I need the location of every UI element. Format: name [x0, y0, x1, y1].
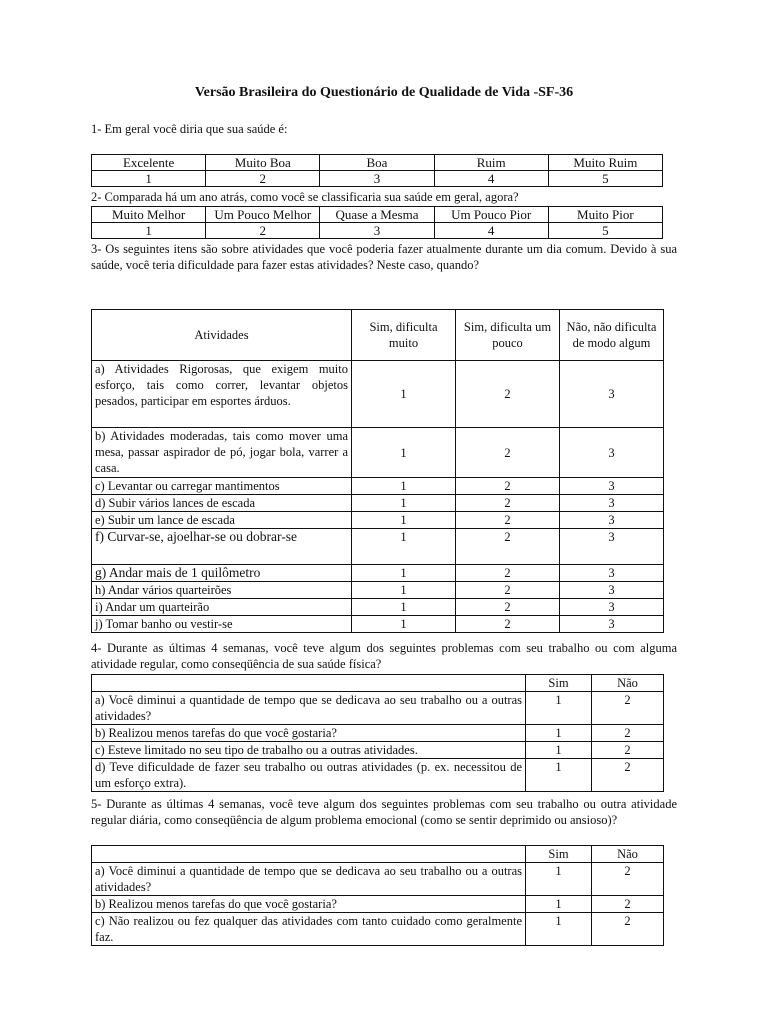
activity-label: e) Subir um lance de escada: [92, 512, 352, 529]
answer-value: 3: [560, 599, 664, 616]
column-header: [92, 846, 526, 863]
activity-label: d) Subir vários lances de escada: [92, 495, 352, 512]
option-value: 3: [320, 171, 434, 187]
option-label: Muito Boa: [206, 155, 320, 171]
question-2-values-row: [92, 223, 663, 239]
answer-value: 3: [560, 495, 664, 512]
table-row: [92, 616, 664, 633]
activity-label: i) Andar um quarteirão: [92, 599, 352, 616]
column-header: Sim, dificulta um pouco: [456, 310, 560, 361]
column-header: Sim: [526, 846, 592, 863]
answer-value: 2: [456, 616, 560, 633]
table-row: [92, 512, 664, 529]
answer-value: 2: [592, 725, 664, 742]
answer-value: 3: [560, 428, 664, 478]
table-row: [92, 742, 664, 759]
table-row: [92, 565, 664, 582]
answer-value: 2: [456, 529, 560, 565]
answer-value: 2: [456, 495, 560, 512]
question-4-header-row: [92, 675, 664, 692]
table-row: [92, 495, 664, 512]
column-header: [92, 675, 526, 692]
problem-label: c) Esteve limitado no seu tipo de trabalho ou a outras atividades.: [92, 742, 526, 759]
answer-value: 2: [592, 913, 664, 946]
problem-label: a) Você diminui a quantidade de tempo que se dedicava ao seu trabalho ou a outras atividades?: [92, 863, 526, 896]
answer-value: 1: [352, 428, 456, 478]
answer-value: 1: [352, 565, 456, 582]
question-5-table: [91, 845, 664, 946]
answer-value: 3: [560, 582, 664, 599]
activity-label: j) Tomar banho ou vestir-se: [92, 616, 352, 633]
option-value: 2: [206, 223, 320, 239]
table-row: [92, 582, 664, 599]
answer-value: 1: [526, 896, 592, 913]
problem-label: a) Você diminui a quantidade de tempo que se dedicava ao seu trabalho ou a outras atividades?: [92, 692, 526, 725]
answer-value: 1: [352, 495, 456, 512]
question-1-text: 1- Em geral você diria que sua saúde é:: [91, 122, 288, 136]
answer-value: 2: [456, 428, 560, 478]
option-label: Quase a Mesma: [320, 207, 434, 223]
activity-label: g) Andar mais de 1 quilômetro: [92, 565, 352, 582]
answer-value: 2: [456, 512, 560, 529]
question-4-text: 4- Durante as últimas 4 semanas, você teve algum dos seguintes problemas com seu trabalho ou com alguma atividade regular, como conseqüência de sua saúde física?: [91, 641, 677, 671]
column-header: Sim, dificulta muito: [352, 310, 456, 361]
answer-value: 2: [592, 759, 664, 792]
table-row: [92, 478, 664, 495]
problem-label: b) Realizou menos tarefas do que você gostaria?: [92, 896, 526, 913]
question-3-header-row: [92, 310, 664, 361]
activity-label: c) Levantar ou carregar mantimentos: [92, 478, 352, 495]
answer-value: 1: [526, 725, 592, 742]
question-1-scale-table: [91, 154, 663, 187]
column-header: Sim: [526, 675, 592, 692]
table-row: [92, 725, 664, 742]
question-2-text: 2- Comparada há um ano atrás, como você se classificaria sua saúde em geral, agora?: [91, 190, 519, 204]
answer-value: 3: [560, 565, 664, 582]
column-header: Não, não dificulta de modo algum: [560, 310, 664, 361]
page-title: Versão Brasileira do Questionário de Qualidade de Vida -SF-36: [194, 85, 574, 100]
activity-label: a) Atividades Rigorosas, que exigem muito esforço, tais como correr, levantar objetos pesados, participar em esportes árduos.: [92, 361, 352, 428]
answer-value: 3: [560, 361, 664, 428]
answer-value: 3: [560, 616, 664, 633]
answer-value: 3: [560, 478, 664, 495]
question-2-scale-table: [91, 206, 663, 239]
activity-label: b) Atividades moderadas, tais como mover uma mesa, passar aspirador de pó, jogar bola, varrer a casa.: [92, 428, 352, 478]
question-1-options-row: [92, 155, 663, 171]
table-row: [92, 759, 664, 792]
column-header: Atividades: [92, 310, 352, 361]
option-value: 4: [434, 171, 548, 187]
answer-value: 1: [526, 913, 592, 946]
table-row: [92, 599, 664, 616]
question-4-table: [91, 674, 664, 792]
answer-value: 1: [526, 692, 592, 725]
question-5-header-row: [92, 846, 664, 863]
answer-value: 2: [456, 565, 560, 582]
answer-value: 3: [560, 529, 664, 565]
option-value: 1: [92, 171, 206, 187]
answer-value: 1: [352, 512, 456, 529]
table-row: [92, 428, 664, 478]
option-label: Boa: [320, 155, 434, 171]
answer-value: 1: [526, 742, 592, 759]
option-value: 1: [92, 223, 206, 239]
option-label: Muito Melhor: [92, 207, 206, 223]
table-row: [92, 896, 664, 913]
option-value: 5: [548, 223, 662, 239]
option-label: Muito Ruim: [548, 155, 662, 171]
answer-value: 1: [352, 599, 456, 616]
option-label: Um Pouco Pior: [434, 207, 548, 223]
question-2-options-row: [92, 207, 663, 223]
option-value: 5: [548, 171, 662, 187]
column-header: Não: [592, 675, 664, 692]
activity-label: h) Andar vários quarteirões: [92, 582, 352, 599]
answer-value: 2: [592, 692, 664, 725]
answer-value: 2: [456, 361, 560, 428]
question-5-text: 5- Durante as últimas 4 semanas, você teve algum dos seguintes problemas com seu trabalho ou outra atividade regular diária, como conseqüência de algum problema emocional (como se sentir deprimido ou ansioso)?: [91, 797, 677, 827]
option-label: Um Pouco Melhor: [206, 207, 320, 223]
answer-value: 1: [526, 759, 592, 792]
column-header: Não: [592, 846, 664, 863]
answer-value: 1: [352, 529, 456, 565]
question-1-values-row: [92, 171, 663, 187]
answer-value: 1: [526, 863, 592, 896]
answer-value: 1: [352, 616, 456, 633]
answer-value: 3: [560, 512, 664, 529]
answer-value: 2: [592, 742, 664, 759]
table-row: [92, 361, 664, 428]
option-label: Muito Pior: [548, 207, 662, 223]
problem-label: b) Realizou menos tarefas do que você gostaria?: [92, 725, 526, 742]
problem-label: c) Não realizou ou fez qualquer das atividades com tanto cuidado como geralmente faz.: [92, 913, 526, 946]
option-value: 4: [434, 223, 548, 239]
answer-value: 1: [352, 478, 456, 495]
table-row: [92, 529, 664, 565]
answer-value: 2: [592, 896, 664, 913]
answer-value: 2: [456, 582, 560, 599]
answer-value: 2: [456, 478, 560, 495]
option-value: 2: [206, 171, 320, 187]
question-3-activities-table: [91, 309, 664, 633]
problem-label: d) Teve dificuldade de fazer seu trabalho ou outras atividades (p. ex. necessitou de um esforço extra).: [92, 759, 526, 792]
answer-value: 1: [352, 361, 456, 428]
table-row: [92, 863, 664, 896]
answer-value: 2: [592, 863, 664, 896]
table-row: [92, 913, 664, 946]
table-row: [92, 692, 664, 725]
option-label: Ruim: [434, 155, 548, 171]
answer-value: 1: [352, 582, 456, 599]
question-3-text: 3- Os seguintes itens são sobre atividades que você poderia fazer atualmente durante um dia comum. Devido à sua saúde, você teria dificuldade para fazer estas atividades? Neste caso, quando?: [91, 242, 677, 272]
answer-value: 2: [456, 599, 560, 616]
option-value: 3: [320, 223, 434, 239]
activity-label: f) Curvar-se, ajoelhar-se ou dobrar-se: [92, 529, 352, 565]
option-label: Excelente: [92, 155, 206, 171]
